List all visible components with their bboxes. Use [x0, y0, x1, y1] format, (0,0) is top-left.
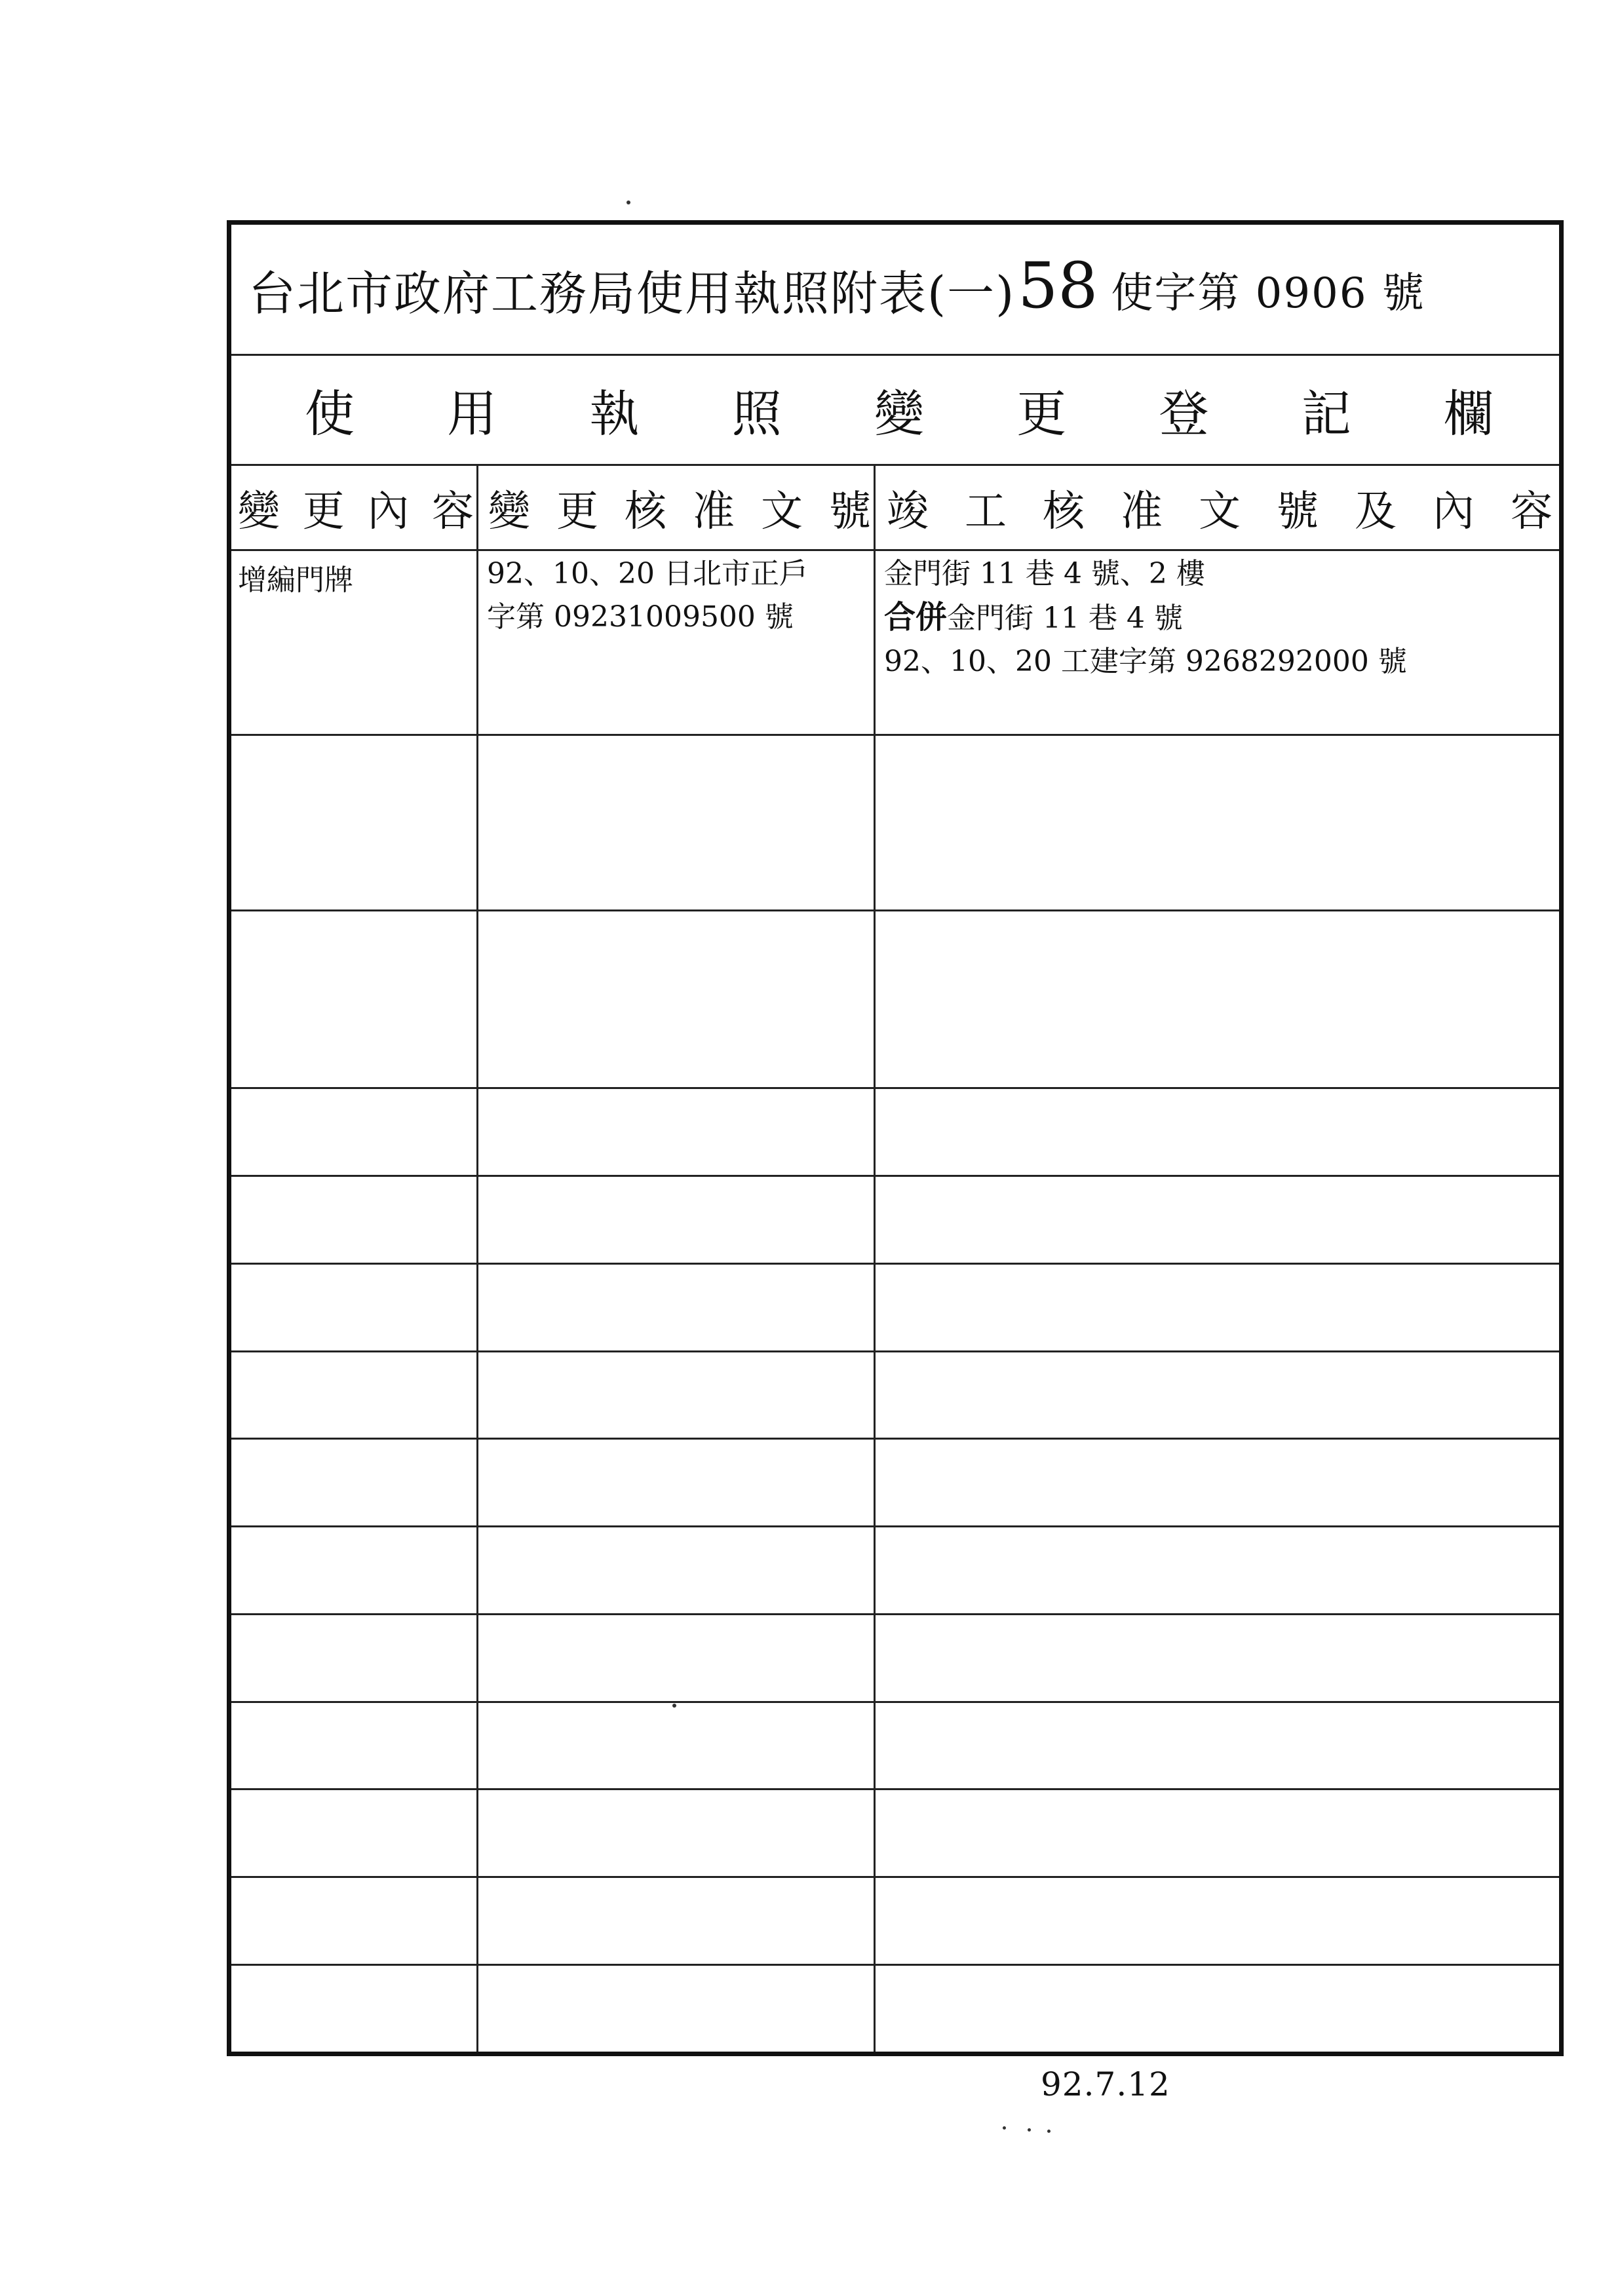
scan-speck — [1003, 2126, 1006, 2130]
heading-char: 照 — [731, 385, 782, 443]
column-header-completion-approval — [880, 466, 1555, 549]
column-header-char: 變 — [488, 487, 530, 536]
table-cell-change-content — [238, 559, 353, 602]
merge-label: 合併 — [884, 599, 948, 636]
column-header-change-content — [237, 466, 475, 549]
column-header-char: 准 — [693, 487, 735, 536]
row-divider — [231, 1613, 1559, 1615]
heading-char: 欄 — [1444, 385, 1494, 443]
column-header-char: 及 — [1355, 487, 1397, 536]
cell-text: 字第 09231009500 號 — [487, 600, 794, 634]
cell-text: 92、10、20 工建字第 9268292000 號 — [884, 645, 1407, 678]
row-divider — [231, 1964, 1559, 1966]
heading-char: 使 — [305, 385, 355, 443]
column-header-char: 文 — [761, 487, 803, 536]
row-divider — [231, 1438, 1559, 1440]
row-divider — [231, 909, 1559, 911]
table-cell-completion-approval — [884, 552, 1407, 683]
heading-char: 執 — [589, 385, 640, 443]
heading-char: 用 — [447, 385, 497, 443]
scan-speck — [672, 1704, 676, 1708]
column-header-char: 竣 — [887, 487, 929, 536]
heading-char: 記 — [1301, 385, 1351, 443]
scan-speck — [627, 201, 630, 204]
column-header-row — [231, 466, 1559, 551]
column-header-char: 內 — [1433, 487, 1475, 536]
column-header-char: 變 — [238, 487, 280, 536]
cell-text: 金門街 11 巷 4 號、2 樓 — [884, 557, 1205, 590]
column-header-char: 工 — [965, 487, 1007, 536]
column-header-char: 容 — [1511, 487, 1552, 536]
cell-text: 金門街 11 巷 4 號 — [947, 602, 1183, 635]
column-header-char: 容 — [431, 487, 474, 536]
row-divider — [231, 1788, 1559, 1790]
heading-char: 變 — [874, 385, 924, 443]
column-header-char: 內 — [367, 487, 410, 536]
column-header-char: 號 — [1277, 487, 1319, 536]
row-divider — [231, 1876, 1559, 1878]
column-header-char: 核 — [1043, 487, 1085, 536]
column-divider — [476, 466, 478, 2052]
heading-char: 登 — [1159, 385, 1209, 443]
scan-speck — [1047, 2130, 1051, 2133]
column-header-char: 更 — [556, 487, 598, 536]
form-title — [231, 225, 1559, 356]
row-divider — [231, 1701, 1559, 1703]
column-header-char: 核 — [625, 487, 666, 536]
footer-date: 92.7.12 — [1041, 2065, 1170, 2103]
register-heading — [231, 356, 1559, 466]
cell-line — [884, 596, 1407, 640]
column-header-char: 文 — [1199, 487, 1241, 536]
row-divider — [231, 1525, 1559, 1527]
row-divider — [231, 1175, 1559, 1177]
form-title-main: 台北市政府工務局使用執照附表(一) — [248, 265, 1016, 321]
cell-text: 92、10、20 日北市正戶 — [487, 557, 808, 590]
usage-permit-change-register-form — [227, 220, 1564, 2056]
row-divider — [231, 1263, 1559, 1265]
column-header-change-approval-number — [484, 466, 874, 549]
scan-speck — [1028, 2128, 1031, 2132]
column-divider — [874, 466, 876, 2052]
row-divider — [231, 734, 1559, 736]
row-divider — [231, 1087, 1559, 1089]
column-header-char: 號 — [829, 487, 871, 536]
row-divider — [231, 1350, 1559, 1352]
permit-number: 使字第 0906 號 — [1111, 269, 1425, 318]
table-cell-change-approval-number — [487, 552, 808, 639]
cell-text: 增編門牌 — [238, 564, 353, 597]
column-header-char: 更 — [302, 487, 345, 536]
column-header-char: 准 — [1121, 487, 1163, 536]
heading-char: 更 — [1016, 385, 1067, 443]
form-title-number: 58 — [1018, 248, 1098, 322]
